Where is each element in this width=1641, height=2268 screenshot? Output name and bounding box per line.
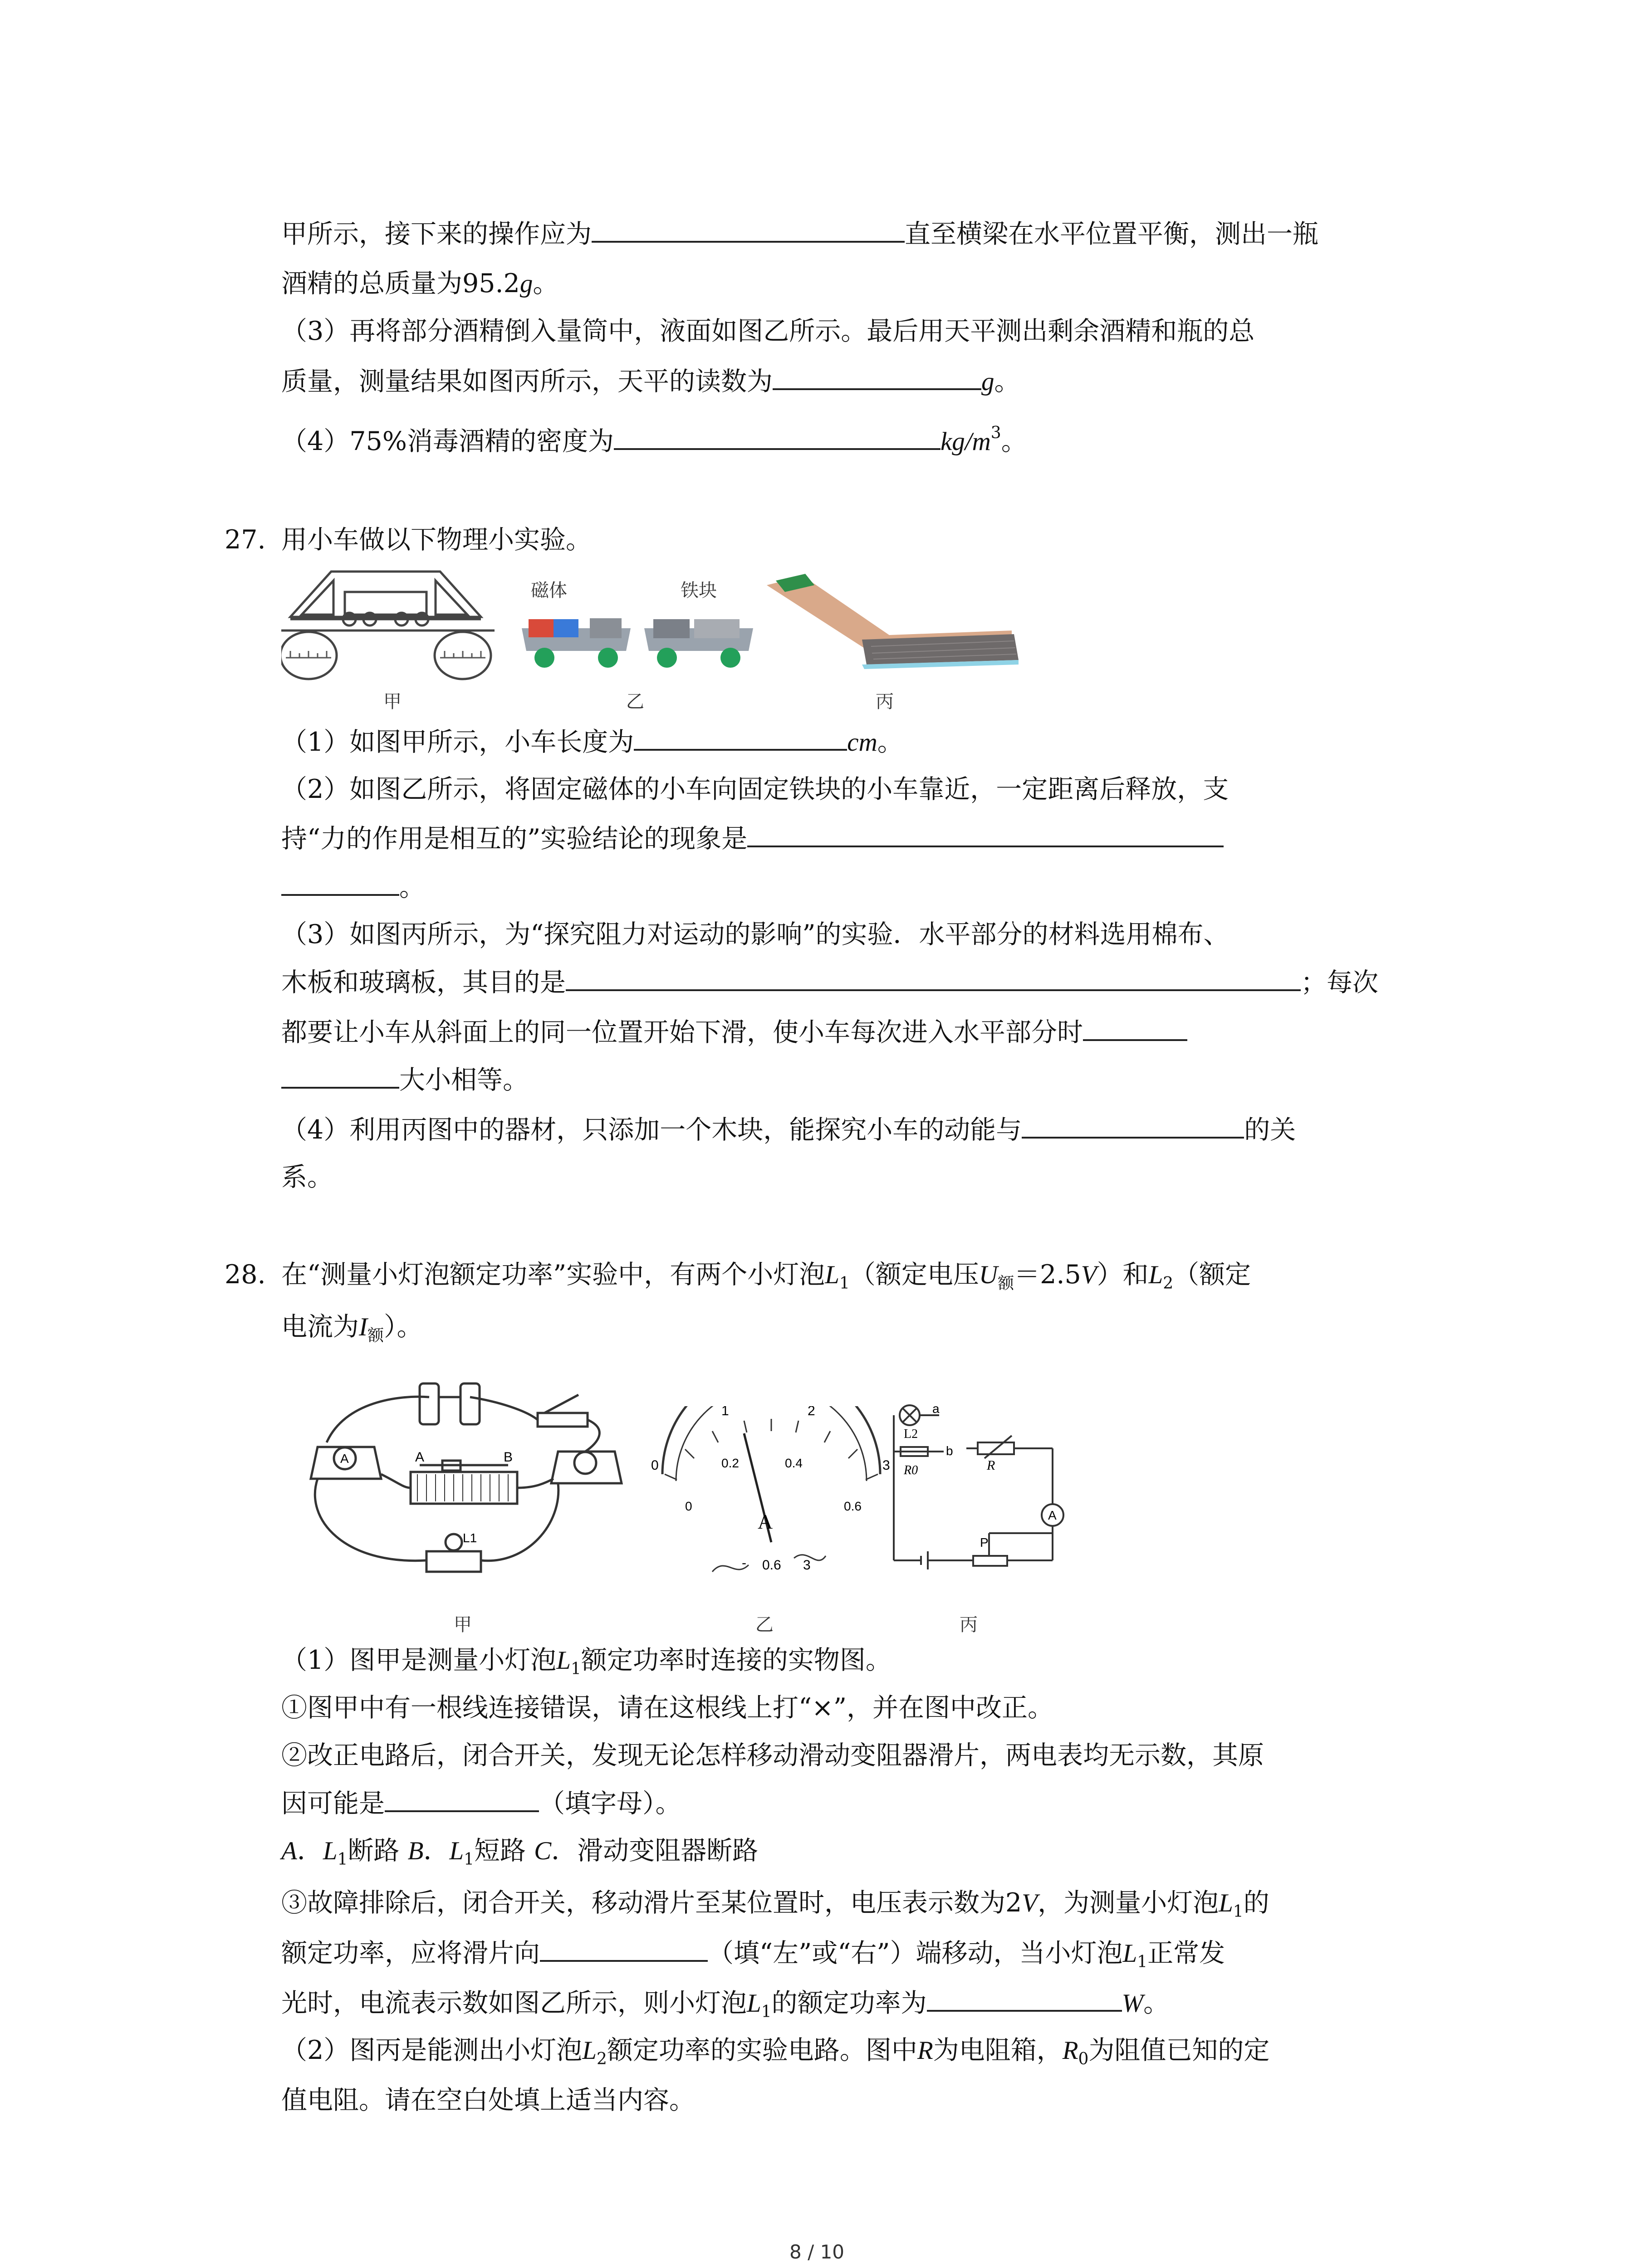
- answer-blank[interactable]: [634, 723, 847, 751]
- q27-part3-line2: 木板和玻璃板，其目的是 ；每次: [281, 964, 1378, 1001]
- question-number: 28.: [225, 1260, 266, 1290]
- scale-2: 2: [808, 1406, 815, 1418]
- scale-t04: 0.4: [785, 1456, 803, 1470]
- car-ruler-figure: [281, 567, 495, 685]
- q27-part2-line2: 持“力的作用是相互的”实验结论的现象是: [281, 820, 1224, 857]
- terminal-3: 3: [803, 1558, 811, 1573]
- answer-blank[interactable]: [773, 363, 981, 390]
- q27-part4-line2: 系。: [281, 1162, 333, 1192]
- figure-label-bing: 丙: [960, 1614, 978, 1635]
- answer-blank[interactable]: [281, 869, 399, 896]
- answer-blank[interactable]: [927, 1984, 1122, 2012]
- slider-p-label: P: [980, 1535, 989, 1549]
- q27-part1: （1）如图甲所示，小车长度为 cm。: [281, 723, 903, 761]
- q27-part3-line4: 大小相等。: [281, 1061, 529, 1098]
- figure-label-jia: 甲: [454, 1614, 472, 1635]
- q27-part3-line3: 都要让小车从斜面上的同一位置开始下滑，使小车每次进入水平部分时: [281, 1014, 1187, 1051]
- scale-0: 0: [651, 1458, 659, 1473]
- magnet-label: 磁体: [531, 580, 567, 601]
- resistor-r0-label: R0: [904, 1463, 918, 1477]
- q28-part1-intro: （1）图甲是测量小灯泡$L_1$额定功率时连接的实物图。: [281, 1645, 892, 1678]
- q28-part2-line1: （2）图丙是能测出小灯泡$L_2$额定功率的实验电路。图中R为电阻箱，$R_0$为阻值已知的定: [281, 2035, 1270, 2068]
- ammeter-unit-label: A: [758, 1510, 773, 1533]
- ammeter-symbol-label: A: [1048, 1508, 1057, 1522]
- q28-sub3-line2: 额定功率，应将滑片向 （填“左”或“右”）端移动，当小灯泡$L_1$正常发: [281, 1935, 1225, 1980]
- circuit-schematic-figure: [876, 1397, 1102, 1588]
- terminal-06: 0.6: [762, 1558, 781, 1573]
- switch-a-label: a: [932, 1402, 940, 1416]
- q26-line4: 质量，测量结果如图丙所示，天平的读数为 g。: [281, 363, 1020, 400]
- answer-blank[interactable]: [592, 215, 905, 243]
- answer-blank[interactable]: [385, 1785, 539, 1812]
- resistor-box-r-label: R: [987, 1458, 995, 1473]
- lamp-l1-label: L1: [463, 1531, 477, 1545]
- q28-line1: 在“测量小灯泡额定功率”实验中，有两个小灯泡$L_1$（额定电压$U_额=2.5V$）和$L_2$（额定: [281, 1260, 1251, 1293]
- question-title: 用小车做以下物理小实验。: [281, 525, 592, 555]
- ammeter-dial-figure: [644, 1406, 894, 1588]
- q28-sub2-line1: ②改正电路后，闭合开关，发现无论怎样移动滑动变阻器滑片，两电表均无示数，其原: [281, 1740, 1264, 1770]
- q28-part2-line2: 值电阻。请在空白处填上适当内容。: [281, 2085, 695, 2115]
- slope-board-figure: [753, 567, 1021, 676]
- switch-b-label: b: [946, 1444, 953, 1458]
- answer-blank[interactable]: [747, 820, 1224, 847]
- answer-blank[interactable]: [1083, 1014, 1187, 1041]
- magnet-cars-figure: [517, 601, 758, 678]
- answer-blank[interactable]: [614, 423, 941, 450]
- q28-sub1: ①图甲中有一根线连接错误，请在这根线上打“×”，并在图中改正。: [281, 1693, 1054, 1723]
- q27-part2-line3: 。: [281, 869, 425, 905]
- figure-label-yi: 乙: [626, 691, 644, 712]
- terminal-b-label: B: [504, 1450, 513, 1465]
- q28-options: A．$L_1$断路 B．$L_1$短路 C．滑动变阻器断路: [281, 1836, 759, 1869]
- q28-sub3-line1: ③故障排除后，闭合开关，移动滑片至某位置时，电压表示数为2V，为测量小灯泡$L_1$的: [281, 1888, 1269, 1921]
- scale-t06: 0.6: [844, 1499, 862, 1513]
- circuit-physical-figure: [290, 1374, 653, 1601]
- figure-label-bing: 丙: [876, 691, 894, 712]
- answer-blank[interactable]: [566, 964, 1301, 991]
- answer-blank[interactable]: [540, 1935, 708, 1962]
- q27-part3-line1: （3）如图丙所示，为“探究阻力对运动的影响”的实验．水平部分的材料选用棉布、: [281, 919, 1230, 949]
- q26-line5: （4）75%消毒酒精的密度为 $kg/m^3$。: [281, 424, 1027, 456]
- terminal-a-label: A: [415, 1450, 425, 1465]
- q27-part4-line1: （4）利用丙图中的器材，只添加一个木块，能探究小车的动能与 的关: [281, 1111, 1296, 1148]
- scale-3: 3: [882, 1458, 890, 1473]
- lamp-l2-label: L2: [904, 1427, 918, 1441]
- answer-blank[interactable]: [281, 1061, 399, 1089]
- scale-t02: 0.2: [721, 1456, 739, 1470]
- scale-1: 1: [721, 1406, 729, 1418]
- q27-part2-line1: （2）如图乙所示，将固定磁体的小车向固定铁块的小车靠近，一定距离后释放，支: [281, 774, 1229, 804]
- scale-t0: 0: [685, 1499, 692, 1513]
- q26-line1: 甲所示，接下来的操作应为 直至横梁在水平位置平衡，测出一瓶: [281, 215, 1318, 252]
- terminal-minus: -: [742, 1555, 746, 1570]
- figure-label-yi: 乙: [755, 1614, 774, 1635]
- ammeter-label: A: [340, 1452, 349, 1466]
- q28-line2: 电流为$I_额$）。: [281, 1312, 423, 1345]
- q28-sub3-line3: 光时，电流表示数如图乙所示，则小灯泡$L_1$的额定功率为 W。: [281, 1984, 1169, 2030]
- figure-label-jia: 甲: [383, 691, 402, 712]
- iron-label: 铁块: [681, 580, 717, 601]
- q26-line2: 酒精的总质量为95.2g。: [281, 269, 559, 298]
- q28-sub2-line2: 因可能是 （填字母）。: [281, 1785, 681, 1822]
- page-number: 8 / 10: [789, 2241, 845, 2263]
- q26-line3: （3）再将部分酒精倒入量筒中，液面如图乙所示。最后用天平测出剩余酒精和瓶的总: [281, 316, 1255, 346]
- question-number: 27.: [225, 525, 266, 555]
- answer-blank[interactable]: [1022, 1111, 1244, 1139]
